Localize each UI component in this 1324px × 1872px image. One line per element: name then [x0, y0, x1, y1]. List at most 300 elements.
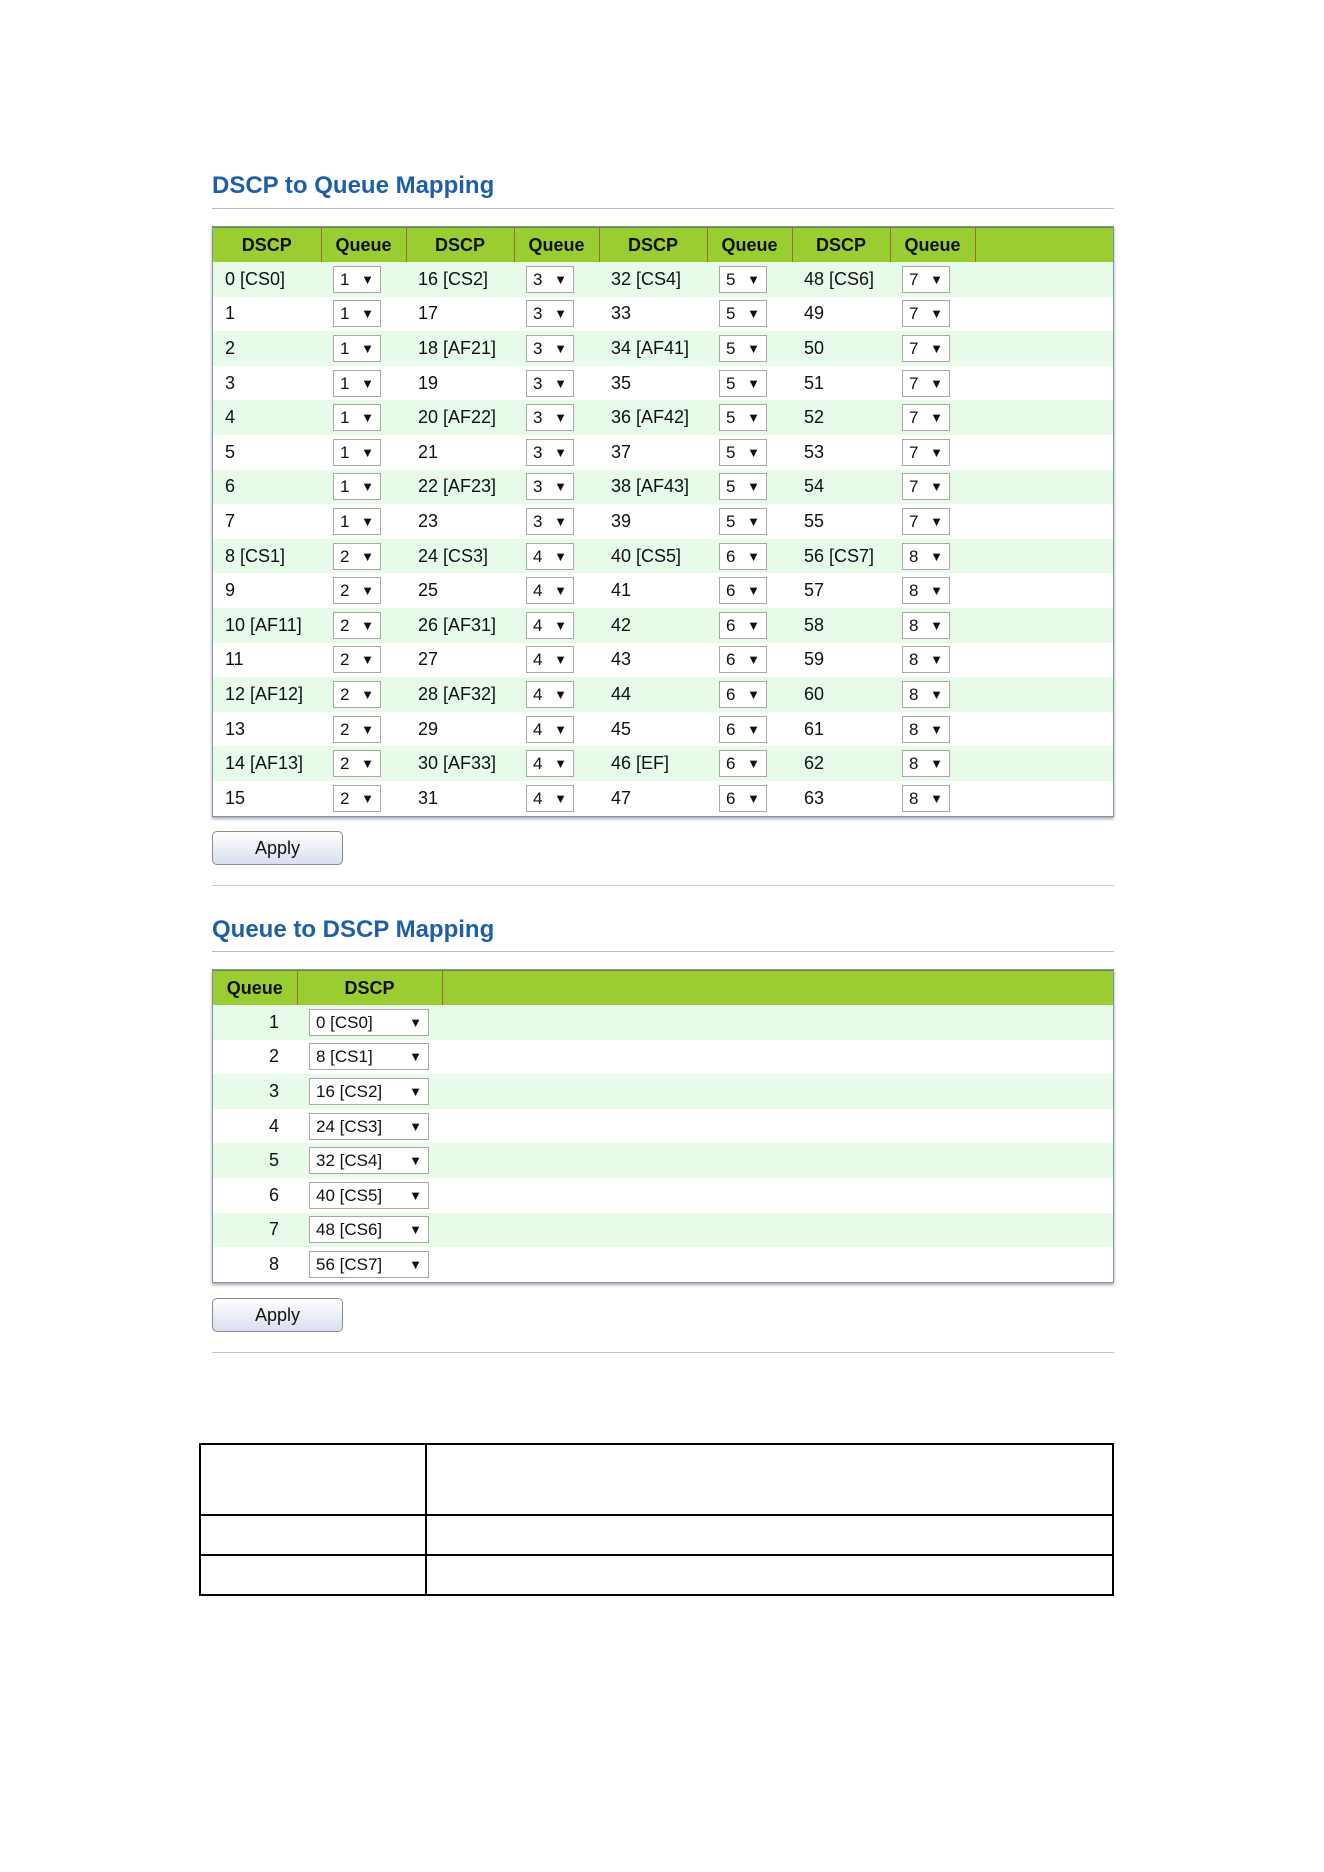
chevron-down-icon: ▼ [930, 756, 943, 772]
queue-cell [707, 504, 792, 539]
dscp-value: 16 [CS2] [406, 262, 514, 297]
queue-select[interactable] [719, 716, 767, 743]
queue-select[interactable] [526, 750, 574, 777]
queue-cell [890, 297, 975, 332]
queue-select[interactable] [719, 335, 767, 362]
select-value: 1 [340, 338, 350, 358]
dscp-value: 63 [792, 781, 890, 816]
queue-select[interactable] [526, 439, 574, 466]
dscp-value: 9 [213, 573, 321, 608]
table-row [213, 435, 1113, 470]
row-filler [442, 1005, 1113, 1040]
apply-button[interactable]: Apply [212, 831, 343, 865]
chevron-down-icon: ▼ [554, 790, 567, 806]
chevron-down-icon: ▼ [361, 721, 374, 737]
column-header-dscp: DSCP [792, 228, 890, 263]
dscp-value: 34 [AF41] [599, 331, 707, 366]
select-value: 3 [533, 269, 543, 289]
row-filler [975, 608, 1113, 643]
queue-to-dscp-body [213, 1005, 1113, 1282]
chevron-down-icon: ▼ [747, 306, 760, 322]
queue-cell [514, 781, 599, 816]
row-filler [975, 331, 1113, 366]
dscp-value: 24 [CS3] [406, 539, 514, 574]
dscp-value: 20 [AF22] [406, 400, 514, 435]
select-value: 6 [726, 788, 736, 808]
chevron-down-icon: ▼ [747, 410, 760, 426]
queue-cell [514, 470, 599, 505]
table-row [213, 608, 1113, 643]
select-value: 2 [340, 684, 350, 704]
description-table [199, 1443, 1114, 1596]
queue-cell [514, 573, 599, 608]
select-value: 7 [909, 269, 919, 289]
row-filler [442, 1143, 1113, 1178]
queue-cell [890, 262, 975, 297]
table-row [200, 1444, 1113, 1515]
select-value: 5 [726, 338, 736, 358]
select-value: 3 [533, 338, 543, 358]
table-row [213, 1074, 1113, 1109]
select-value: 2 [340, 581, 350, 601]
chevron-down-icon: ▼ [554, 375, 567, 391]
queue-cell [890, 366, 975, 401]
queue-select[interactable] [902, 646, 950, 673]
queue-select[interactable] [719, 508, 767, 535]
select-value: 2 [340, 754, 350, 774]
chevron-down-icon: ▼ [930, 410, 943, 426]
queue-select[interactable] [719, 404, 767, 431]
chevron-down-icon: ▼ [554, 548, 567, 564]
dscp-value: 62 [792, 746, 890, 781]
table-row [213, 573, 1113, 608]
dscp-value: 7 [213, 504, 321, 539]
queue-select[interactable] [902, 612, 950, 639]
queue-select[interactable] [902, 785, 950, 812]
chevron-down-icon: ▼ [747, 583, 760, 599]
queue-select[interactable] [333, 300, 381, 327]
queue-cell [514, 297, 599, 332]
dscp-select[interactable] [309, 1251, 429, 1278]
chevron-down-icon: ▼ [554, 340, 567, 356]
chevron-down-icon: ▼ [554, 583, 567, 599]
queue-select[interactable] [719, 750, 767, 777]
dscp-select[interactable] [309, 1113, 429, 1140]
select-value: 5 [726, 269, 736, 289]
chevron-down-icon: ▼ [747, 652, 760, 668]
select-value: 2 [340, 615, 350, 635]
dscp-value: 10 [AF11] [213, 608, 321, 643]
dscp-value: 59 [792, 643, 890, 678]
queue-number: 2 [213, 1040, 297, 1075]
queue-cell [321, 677, 406, 712]
queue-select[interactable] [526, 577, 574, 604]
queue-select[interactable] [333, 681, 381, 708]
title-divider [212, 208, 1114, 209]
table-header-row [213, 228, 1113, 263]
queue-number: 6 [213, 1178, 297, 1213]
row-filler [442, 1178, 1113, 1213]
queue-to-dscp-title: Queue to DSCP Mapping [212, 916, 495, 943]
select-value: 5 [726, 511, 736, 531]
chevron-down-icon: ▼ [930, 306, 943, 322]
select-value: 6 [726, 615, 736, 635]
dscp-select[interactable] [309, 1078, 429, 1105]
chevron-down-icon: ▼ [554, 271, 567, 287]
queue-cell [321, 470, 406, 505]
chevron-down-icon: ▼ [930, 340, 943, 356]
select-value: 1 [340, 269, 350, 289]
column-header-dscp: DSCP [297, 971, 442, 1006]
row-filler [975, 504, 1113, 539]
queue-cell [321, 435, 406, 470]
queue-cell [707, 470, 792, 505]
column-header-queue: Queue [514, 228, 599, 263]
queue-select[interactable] [902, 335, 950, 362]
row-filler [975, 746, 1113, 781]
queue-select[interactable] [333, 716, 381, 743]
queue-cell [514, 262, 599, 297]
apply-button[interactable]: Apply [212, 1298, 343, 1332]
chevron-down-icon: ▼ [361, 652, 374, 668]
dscp-value: 60 [792, 677, 890, 712]
queue-select[interactable] [526, 785, 574, 812]
queue-select[interactable] [902, 439, 950, 466]
queue-select[interactable] [333, 266, 381, 293]
queue-select[interactable] [902, 300, 950, 327]
chevron-down-icon: ▼ [930, 617, 943, 633]
select-value: 8 [909, 581, 919, 601]
select-value: 7 [909, 304, 919, 324]
queue-select[interactable] [333, 543, 381, 570]
chevron-down-icon: ▼ [361, 513, 374, 529]
dscp-value: 52 [792, 400, 890, 435]
chevron-down-icon: ▼ [554, 721, 567, 737]
table-row [213, 262, 1113, 297]
select-value: 56 [CS7] [316, 1254, 383, 1274]
queue-cell [890, 331, 975, 366]
select-value: 40 [CS5] [316, 1185, 383, 1205]
table-row [213, 470, 1113, 505]
dscp-value: 44 [599, 677, 707, 712]
queue-select[interactable] [526, 370, 574, 397]
dscp-value: 19 [406, 366, 514, 401]
dscp-value: 15 [213, 781, 321, 816]
dscp-to-queue-body [213, 262, 1113, 816]
queue-cell [890, 608, 975, 643]
dscp-select[interactable] [309, 1009, 429, 1036]
select-value: 6 [726, 581, 736, 601]
column-header-queue: Queue [213, 971, 297, 1006]
chevron-down-icon: ▼ [930, 444, 943, 460]
select-value: 7 [909, 408, 919, 428]
dscp-value: 25 [406, 573, 514, 608]
queue-select[interactable] [526, 646, 574, 673]
dscp-value: 18 [AF21] [406, 331, 514, 366]
queue-select[interactable] [719, 439, 767, 466]
queue-cell [321, 539, 406, 574]
queue-cell [321, 366, 406, 401]
select-value: 4 [533, 650, 543, 670]
column-header-dscp: DSCP [213, 228, 321, 263]
queue-cell [707, 331, 792, 366]
select-value: 2 [340, 650, 350, 670]
section-divider [212, 1352, 1114, 1353]
dscp-cell [297, 1074, 442, 1109]
row-filler [975, 781, 1113, 816]
table-row [213, 297, 1113, 332]
row-filler [442, 1213, 1113, 1248]
queue-select[interactable] [333, 646, 381, 673]
select-value: 3 [533, 511, 543, 531]
chevron-down-icon: ▼ [930, 652, 943, 668]
dscp-value: 13 [213, 712, 321, 747]
queue-cell [707, 262, 792, 297]
select-value: 1 [340, 408, 350, 428]
dscp-cell [297, 1247, 442, 1282]
select-value: 24 [CS3] [316, 1116, 383, 1136]
chevron-down-icon: ▼ [747, 721, 760, 737]
select-value: 32 [CS4] [316, 1151, 383, 1171]
dscp-value: 58 [792, 608, 890, 643]
queue-select[interactable] [902, 543, 950, 570]
dscp-value: 23 [406, 504, 514, 539]
chevron-down-icon: ▼ [361, 756, 374, 772]
dscp-cell [297, 1178, 442, 1213]
table-cell [426, 1555, 1113, 1595]
chevron-down-icon: ▼ [747, 340, 760, 356]
queue-cell [321, 331, 406, 366]
queue-select[interactable] [333, 404, 381, 431]
queue-select[interactable] [333, 785, 381, 812]
chevron-down-icon: ▼ [361, 548, 374, 564]
chevron-down-icon: ▼ [361, 686, 374, 702]
dscp-value: 21 [406, 435, 514, 470]
chevron-down-icon: ▼ [361, 271, 374, 287]
queue-cell [707, 366, 792, 401]
row-filler [975, 366, 1113, 401]
select-value: 7 [909, 511, 919, 531]
select-value: 8 [909, 684, 919, 704]
queue-cell [890, 573, 975, 608]
dscp-value: 51 [792, 366, 890, 401]
queue-select[interactable] [333, 612, 381, 639]
chevron-down-icon: ▼ [554, 513, 567, 529]
queue-number: 5 [213, 1143, 297, 1178]
queue-cell [321, 781, 406, 816]
queue-select[interactable] [902, 508, 950, 535]
row-filler [975, 435, 1113, 470]
row-filler [975, 643, 1113, 678]
dscp-value: 43 [599, 643, 707, 678]
queue-select[interactable] [719, 646, 767, 673]
queue-select[interactable] [902, 370, 950, 397]
select-value: 2 [340, 546, 350, 566]
queue-select[interactable] [719, 577, 767, 604]
dscp-value: 37 [599, 435, 707, 470]
queue-select[interactable] [719, 266, 767, 293]
dscp-value: 6 [213, 470, 321, 505]
select-value: 1 [340, 442, 350, 462]
chevron-down-icon: ▼ [747, 686, 760, 702]
header-filler [975, 228, 1113, 263]
dscp-to-queue-title: DSCP to Queue Mapping [212, 172, 495, 199]
queue-select[interactable] [333, 335, 381, 362]
queue-cell [514, 677, 599, 712]
row-filler [442, 1247, 1113, 1282]
queue-select[interactable] [526, 612, 574, 639]
chevron-down-icon: ▼ [409, 1049, 422, 1065]
dscp-value: 39 [599, 504, 707, 539]
chevron-down-icon: ▼ [361, 790, 374, 806]
select-value: 2 [340, 719, 350, 739]
chevron-down-icon: ▼ [409, 1118, 422, 1134]
dscp-select[interactable] [309, 1216, 429, 1243]
dscp-value: 30 [AF33] [406, 746, 514, 781]
table-row [200, 1555, 1113, 1595]
dscp-value: 36 [AF42] [599, 400, 707, 435]
queue-select[interactable] [902, 750, 950, 777]
chevron-down-icon: ▼ [409, 1187, 422, 1203]
chevron-down-icon: ▼ [554, 479, 567, 495]
dscp-value: 41 [599, 573, 707, 608]
row-filler [975, 400, 1113, 435]
dscp-to-queue-table [213, 227, 1113, 816]
select-value: 5 [726, 373, 736, 393]
chevron-down-icon: ▼ [930, 513, 943, 529]
dscp-value: 5 [213, 435, 321, 470]
queue-cell [890, 470, 975, 505]
queue-cell [514, 435, 599, 470]
chevron-down-icon: ▼ [747, 756, 760, 772]
queue-cell [321, 712, 406, 747]
dscp-select[interactable] [309, 1147, 429, 1174]
select-value: 8 [909, 650, 919, 670]
select-value: 2 [340, 788, 350, 808]
dscp-cell [297, 1005, 442, 1040]
queue-select[interactable] [333, 750, 381, 777]
queue-select[interactable] [902, 473, 950, 500]
row-filler [975, 539, 1113, 574]
queue-select[interactable] [719, 612, 767, 639]
queue-cell [707, 435, 792, 470]
chevron-down-icon: ▼ [554, 756, 567, 772]
table-row [200, 1515, 1113, 1555]
table-row [213, 1213, 1113, 1248]
table-row [213, 539, 1113, 574]
select-value: 5 [726, 408, 736, 428]
chevron-down-icon: ▼ [747, 271, 760, 287]
queue-select[interactable] [719, 785, 767, 812]
select-value: 1 [340, 477, 350, 497]
dscp-cell [297, 1040, 442, 1075]
chevron-down-icon: ▼ [361, 583, 374, 599]
queue-select[interactable] [333, 370, 381, 397]
queue-select[interactable] [719, 543, 767, 570]
queue-select[interactable] [719, 300, 767, 327]
select-value: 8 [CS1] [316, 1047, 373, 1067]
row-filler [975, 573, 1113, 608]
queue-cell [514, 331, 599, 366]
table-row [213, 366, 1113, 401]
queue-select[interactable] [333, 473, 381, 500]
dscp-value: 1 [213, 297, 321, 332]
chevron-down-icon: ▼ [361, 479, 374, 495]
queue-cell [707, 608, 792, 643]
select-value: 1 [340, 304, 350, 324]
queue-select[interactable] [526, 473, 574, 500]
select-value: 7 [909, 477, 919, 497]
table-row [213, 1005, 1113, 1040]
table-cell [200, 1515, 426, 1555]
queue-cell [321, 262, 406, 297]
queue-select[interactable] [526, 716, 574, 743]
queue-select[interactable] [902, 681, 950, 708]
queue-select[interactable] [333, 508, 381, 535]
dscp-value: 48 [CS6] [792, 262, 890, 297]
dscp-value: 0 [CS0] [213, 262, 321, 297]
row-filler [975, 677, 1113, 712]
chevron-down-icon: ▼ [747, 617, 760, 633]
row-filler [975, 470, 1113, 505]
dscp-value: 33 [599, 297, 707, 332]
queue-number: 3 [213, 1074, 297, 1109]
queue-select[interactable] [526, 335, 574, 362]
dscp-select[interactable] [309, 1182, 429, 1209]
dscp-select[interactable] [309, 1043, 429, 1070]
queue-select[interactable] [719, 681, 767, 708]
queue-select[interactable] [526, 300, 574, 327]
queue-select[interactable] [719, 473, 767, 500]
queue-select[interactable] [902, 577, 950, 604]
queue-select[interactable] [526, 404, 574, 431]
select-value: 48 [CS6] [316, 1220, 383, 1240]
row-filler [442, 1109, 1113, 1144]
queue-select[interactable] [719, 370, 767, 397]
queue-select[interactable] [526, 543, 574, 570]
table-row [213, 643, 1113, 678]
queue-select[interactable] [902, 716, 950, 743]
queue-select[interactable] [333, 439, 381, 466]
select-value: 8 [909, 719, 919, 739]
dscp-value: 32 [CS4] [599, 262, 707, 297]
table-cell [200, 1555, 426, 1595]
queue-cell [707, 400, 792, 435]
chevron-down-icon: ▼ [361, 306, 374, 322]
select-value: 7 [909, 373, 919, 393]
queue-select[interactable] [526, 681, 574, 708]
column-header-queue: Queue [321, 228, 406, 263]
select-value: 8 [909, 788, 919, 808]
dscp-value: 31 [406, 781, 514, 816]
chevron-down-icon: ▼ [930, 548, 943, 564]
queue-select[interactable] [902, 266, 950, 293]
queue-select[interactable] [333, 577, 381, 604]
dscp-value: 29 [406, 712, 514, 747]
row-filler [442, 1040, 1113, 1075]
dscp-value: 28 [AF32] [406, 677, 514, 712]
queue-cell [890, 677, 975, 712]
chevron-down-icon: ▼ [409, 1256, 422, 1272]
queue-cell [707, 677, 792, 712]
select-value: 7 [909, 442, 919, 462]
queue-select[interactable] [526, 508, 574, 535]
dscp-value: 49 [792, 297, 890, 332]
table-row [213, 781, 1113, 816]
queue-select[interactable] [902, 404, 950, 431]
queue-select[interactable] [526, 266, 574, 293]
chevron-down-icon: ▼ [930, 479, 943, 495]
